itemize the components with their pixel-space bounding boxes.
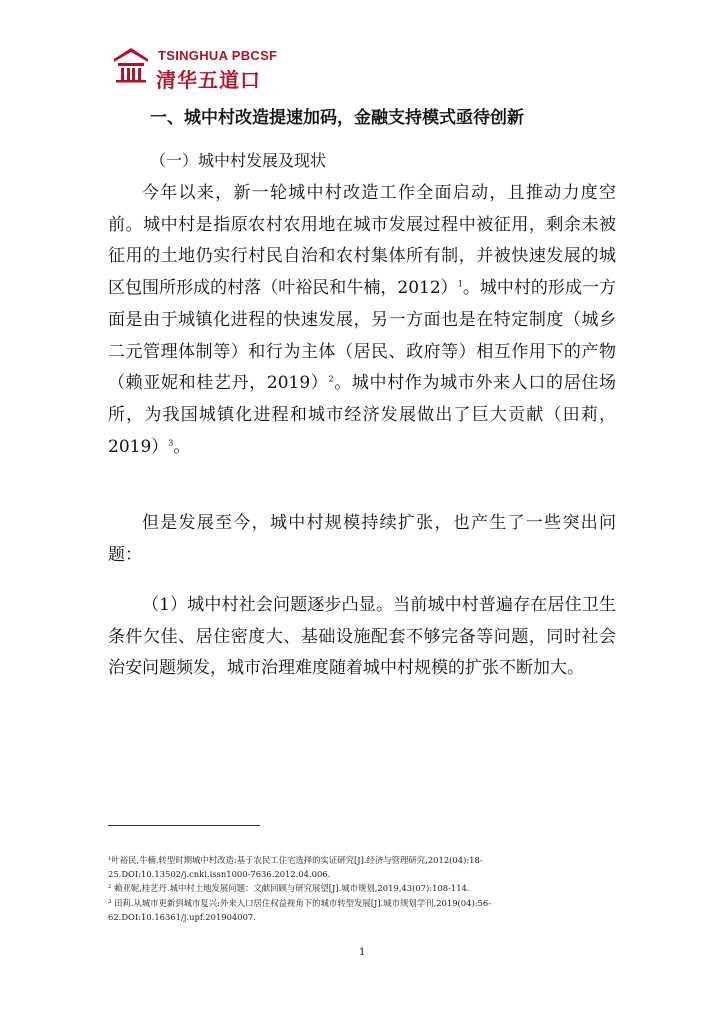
logo (100, 24, 320, 92)
footnote-ref-1[interactable]: 1 (457, 279, 463, 289)
page-number: 1 (359, 947, 366, 958)
subsection-heading: （一）城中村发展及现状 (150, 151, 327, 170)
footnote-ref-3[interactable]: 3 (168, 437, 174, 447)
footnotes (108, 853, 616, 924)
footnote-2: ² 赖亚妮,桂艺丹.城中村土地发展问题：文献回顾与研究展望[J].城市规划,2019,43(07):108-114. (108, 883, 470, 894)
paragraph-text: 。城中村的形成一方面是由于城镇化进程的快速发展，另一方面也是在特定制度（城乡二元管理体制等）和行为主体（居民、政府等）相互作用下的产物（赖亚妮和桂艺丹，2019） (108, 278, 617, 394)
footnote-3: ³ 田莉.从城市更新到城市复兴:外来人口居住权益视角下的城市转型发展[J].城市规划学刊,2019(04):56-62.DOI:10.16361/j.upf.201904007. (108, 897, 492, 922)
logo-text-en: TSINGHUA PBCSF (158, 48, 278, 63)
footnote-divider (108, 825, 260, 826)
footnote-1: ¹叶裕民,牛楠.转型时期城中村改造:基于农民工住宅选择的实证研究[J].经济与管理研究,2012(04):18-25.DOI:10.13502/j.cnki.issn1000-7636.2012.04.006. (108, 855, 483, 880)
paragraph-intro (108, 178, 616, 463)
paragraph-text: 。城中村作为城市外来人口的居住场所，为我国城镇化进程和城市经济发展做出了巨大贡献（田莉，2019） (108, 373, 616, 457)
paragraph-text: 。 (173, 436, 191, 457)
tsinghua-pbcsf-logo-icon (113, 47, 149, 83)
logo-text-cn: 清华五道口 (156, 68, 261, 92)
paragraph-problems-intro: 但是发展至今，城中村规模持续扩张，也产生了一些突出问题： (108, 513, 616, 565)
paragraph-text: 今年以来，新一轮城中村改造工作全面启动，且推动力度空前。城中村是指原农村农用地在城市发展过程中被征用，剩余未被征用的土地仍实行村民自治和农村集体所有制，并被快速发展的城区包围所形成的村落（叶裕民和牛楠，2012） (108, 183, 616, 299)
paragraph-problem-1: （1）城中村社会问题逐步凸显。当前城中村普遍存在居住卫生条件欠佳、居住密度大、基础设施配套不够完备等问题，同时社会治安问题频发，城市治理难度随着城中村规模的扩张不断加大。 (108, 595, 616, 679)
section-heading: 一、城中村改造提速加码，金融支持模式亟待创新 (150, 108, 524, 128)
footnote-ref-2[interactable]: 2 (328, 374, 334, 384)
